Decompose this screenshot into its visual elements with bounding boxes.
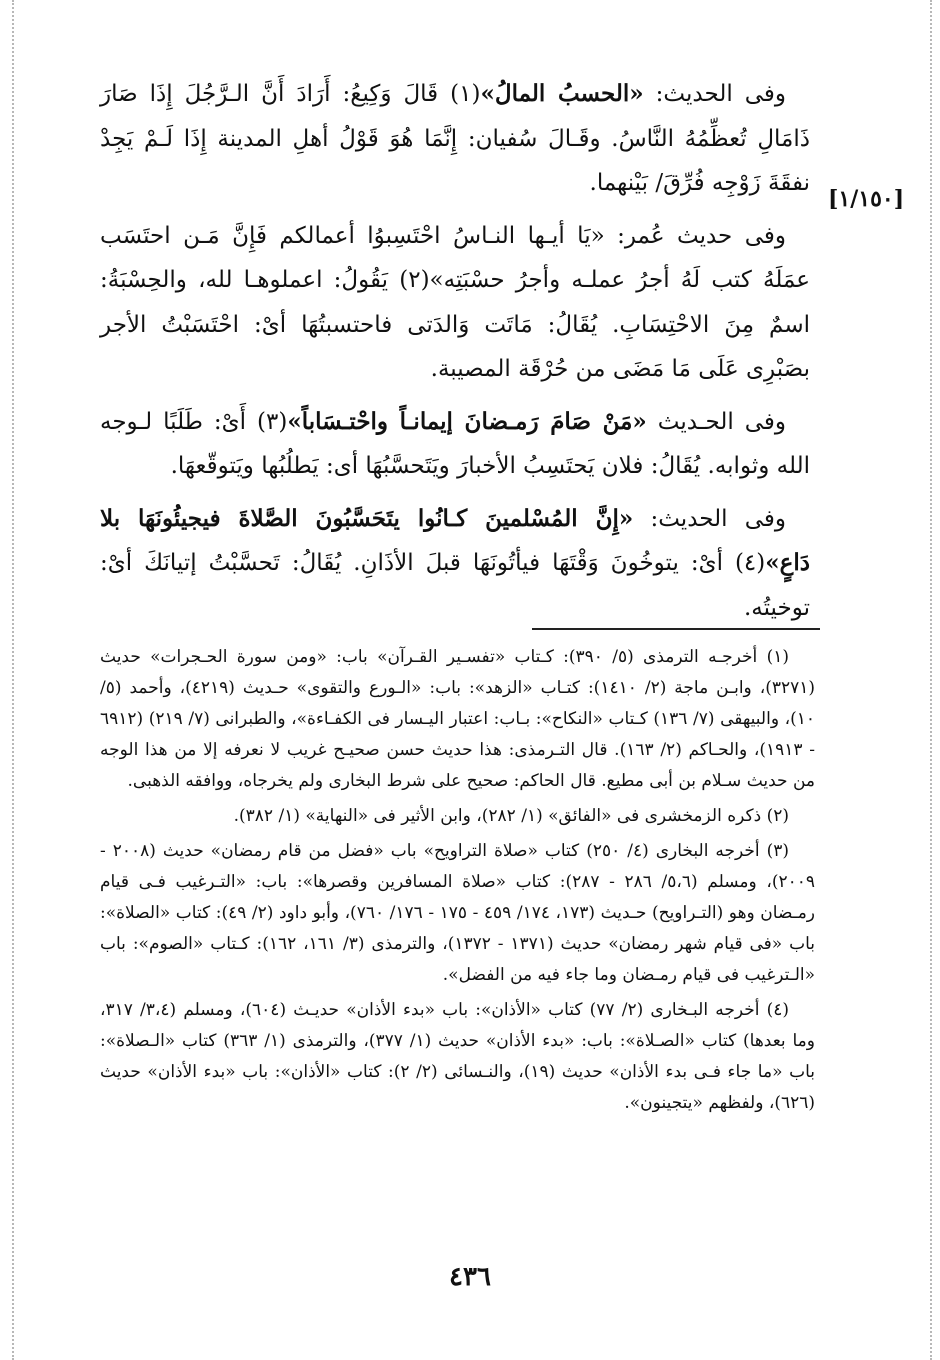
main-text-body xyxy=(100,72,810,638)
paragraph-salah: وفى الحديث: «إِنَّ المُسْلمينَ كـانُوا يتَحَسَّبُونَ الصَّلاةَ فيجيئُونَهَا بلا دَاعٍ»(٤) أىْ: يتوخُونَ وَقْتَهَا فيأتُونَهَا قبلَ الأذَانِ. يُقَالُ: تَحسَّبْتُ إتيانَكَ أىْ: توخيتُه. xyxy=(100,504,810,621)
paragraph-umar: وفى حديث عُمر: «يَا أيـها النـاسُ احْتَسِبوُا أعمالكم فَإِنَّ مَـن احتَسَب عمَلَهُ كتب لَهُ أجرُ عملـه وأجرُ حسْبَتِه»(٢) يَقُولُ: اعملوهـا لله، والحِسْبَةُ: اسمٌ مِنَ الاحْتِسَابِ. يُقَالُ: مَاتَت وَالدَتى فاحتسبتُهَا أىْ: احْتَسَبْتُ الأجر بصَبْرِى عَلَى مَا مَضَى من حُرْقَة المصيبة. xyxy=(100,222,810,382)
hadith-quote: «إِنَّ المُسْلمينَ كـانُوا يتَحَسَّبُونَ الصَّلاةَ فيجيئُونَهَا بلا دَاعٍ» xyxy=(100,504,810,576)
right-scan-border xyxy=(930,0,932,1360)
page-number: ٤٣٦ xyxy=(449,1262,491,1292)
paragraph-hasab: وفى الحديث: «الحسبُ المالُ»(١) قَالَ وَكِيعُ: أَرَادَ أَنَّ الـرَّجُلَ إِذَا صَارَ ذَامَالِ تُعظِّمُهُ النَّاسُ. وقَـالَ سُفيان: إِنَّمَا هُوَ قَوْلُ أهلِ المدينة إِذَا لَـمْ يَجِدْ نفقَةَ زَوْجِه فُرِّقَ/ بَيْنهما. xyxy=(100,80,810,196)
footnote-3: (٣) أخرجه البخارى (٤/ ٢٥٠) كتاب «صلاة التراويح» باب «فضل من قام رمضان» حديث (٢٠٠٨ - ٢٠٠٩)، ومسلم (٥،٦/ ٢٨٦ - ٢٨٧): كتاب «صلاة المسافرين وقصرها»: باب: «التـرغيب فـى قيام رمـضان وهو (التـراويح) حـديث (١٧٣، ١٧٤/ ٤٥٩ - ١٧٥ - ١٧٦/ ٧٦٠)، وأبو داود (٢/ ٤٩): كتاب «الصلاة»: باب «فى قيام شهر رمضان» حديث (١٣٧١ - ١٣٧٢)، والترمذى (٣/ ١٦١، ١٦٢): كـتاب «الصوم»: باب «الـترغيب فى قيام رمـضان وما جاء فيه من الفضل». xyxy=(100,841,816,985)
hadith-quote: «الحسبُ المالُ» xyxy=(480,80,644,107)
footnote-separator xyxy=(532,628,820,630)
footnotes xyxy=(100,642,815,1123)
paragraph-ramadan: وفى الحـديث «مَنْ صَامَ رَمـضانَ إيمانـاً واحْتـسَاباً»(٣) أَىْ: طَلَبًا لـوجه الله وثوابه. يُقَالُ: فلان يَحتَسِبُ الأخبارَ ويَتَحسَّبُهَا أى: يَطلُبُها ويَتوقّعهَا. xyxy=(100,407,810,479)
margin-folio-reference: [١/١٥٠] xyxy=(828,186,905,212)
footnote-4: (٤) أخرجه البـخارى (٢/ ٧٧) كتاب «الأذان»: باب «بدء الأذان» حديـث (٦٠٤)، ومسلم (٣،٤/ ٣١٧، وما بعدها) كتاب «الصـلاة»: باب: «بدء الأذان» حديث (١/ ٣٧٧)، والترمذى (١/ ٣٦٣) كتاب «الـصلاة»: باب «ما جاء فـى بدء الأذان» حديث (١٩)، والنـسائى (٢/ ٢): كتاب «الأذان»: باب «بدء الأذان» حديث (٦٢٦)، ولفظهم «يتجينون». xyxy=(100,1000,815,1113)
hadith-quote: «مَنْ صَامَ رَمـضانَ إيمانـاً واحْتـسَاباً» xyxy=(287,407,647,435)
footnote-2: (٢) ذكره الزمخشرى فى «الفائق» (١/ ٢٨٢)، وابن الأثير فى «النهاية» (١/ ٣٨٢). xyxy=(233,806,789,826)
footnote-1: (١) أخرجـه الترمذى (٥/ ٣٩٠): كـتاب «تفسـير القـرآن» باب: «ومن سورة الحـجرات» حديث (٣٢٧١)، وابـن ماجة (٢/ ١٤١٠): كتـاب «الزهد»: باب: «الـورع والتقوى» حـديث (٤٢١٩)، وأحمد (٥/ ١٠)، والبيهقى (٧/ ١٣٦) كـتاب «النكاح»: بـاب: اعتبار اليـسار فى الكفـاءة»، والطبرانى (٧/ ٢١٩) (٦٩١٢ - ١٩١٣)، والحـاكم (٢/ ١٦٣). قال التـرمذى: هذا حديث حسن صحيـح غريب لا نعرفه إلا من هذا الوجه من حديث سـلام بن أبى مطيع. قال الحاكم: صحيح على شرط البخارى ولم يخرجاه، ووافقه الذهبى. xyxy=(100,647,816,791)
left-scan-border xyxy=(12,0,14,1360)
